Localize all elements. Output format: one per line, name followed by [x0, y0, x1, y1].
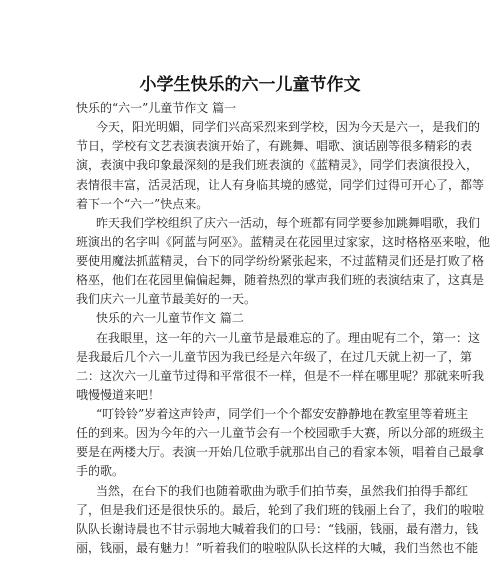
paragraph-line: 任的到来。因为今年的六一儿童节会有一个校园歌手大赛，所以分部的班级主: [76, 426, 485, 440]
paragraph-line: 演，表演中我印象最深刻的是我们班表演的《蓝精灵》，同学们表演很投入，: [76, 158, 479, 172]
paragraph-line: 节日，学校有文艺表演表演开始了，有跳舞、唱歌、演话剧等很多精彩的表: [76, 139, 473, 153]
paragraph-line: 在我眼里，这一年的六一儿童节是最难忘的了。理由呢有二个，第一：这: [96, 331, 481, 345]
paragraph-line: “叮铃铃”岁着这声铃声，同学们一个个都安安静静地在教室里等着班主: [96, 407, 469, 421]
paragraph-line: 要使用魔法抓蓝精灵，台下的同学纷纷紧张起来，不过蓝精灵们还是打败了格: [76, 254, 485, 268]
section-heading-2: 快乐的六一儿童节作文 篇二: [96, 311, 244, 325]
paragraph-line: 今天，阳光明媚，同学们兴高采烈来到学校，因为今天是六一，是我们的: [96, 120, 481, 134]
paragraph-line: 手的歌。: [76, 464, 125, 478]
paragraph-line: 着下一个“六一”快点来。: [76, 197, 209, 211]
paragraph-line: 我们庆六一儿童节最美好的一天。: [76, 292, 257, 306]
paragraph-line: 是我最后几个六一儿童节因为我已经是六年级了，在过几天就上初一了，第: [76, 350, 473, 364]
paragraph-line: 昨天我们学校组织了庆六一活动，每个班都有同学要参加跳舞唱歌，我们: [96, 216, 481, 230]
paragraph-line: 队队长谢诗晨也不甘示弱地大喊着我们的口号：“钱丽，钱丽，最有潜力，钱: [76, 522, 479, 536]
paragraph-line: 当然，在台下的我们也随着歌曲为歌手们拍节奏，虽然我们拍得手都红: [96, 484, 469, 498]
section-heading-1: 快乐的“六一”儿童节作文 篇一: [76, 101, 237, 115]
paragraph-line: 了，但是我们还是很快乐的。最后，轮到了我们班的钱丽上台了，我们的啦啦: [76, 503, 485, 517]
paragraph-line: 哦慢慢道来吧！: [76, 388, 161, 402]
paragraph-line: 二：这次六一儿童节过得和平常很不一样，但是不一样在哪里呢？那就来听我: [76, 369, 485, 383]
paragraph-line: 班演出的名字叫《阿蓝与阿巫》。蓝精灵在花园里过家家，这时格格巫来啦，他: [76, 235, 491, 249]
document-title: 小学生快乐的六一儿童节作文: [139, 75, 361, 95]
paragraph-line: 格巫，他们在花园里偏偏起舞，随着热烈的掌声我们班的表演结束了，这真是: [76, 273, 485, 287]
paragraph-line: 丽，钱丽，最有魅力！”听着我们的啦啦队队长这样的大喊，我们当然也不能: [76, 541, 479, 555]
paragraph-line: 要是在两楼大厅。表演一开始几位歌手就那出自己的看家本领，唱着自己最拿: [76, 445, 485, 459]
paragraph-line: 表情很丰富，活灵活现，让人有身临其境的感觉，同学们过得可开心了，都等: [76, 178, 485, 192]
